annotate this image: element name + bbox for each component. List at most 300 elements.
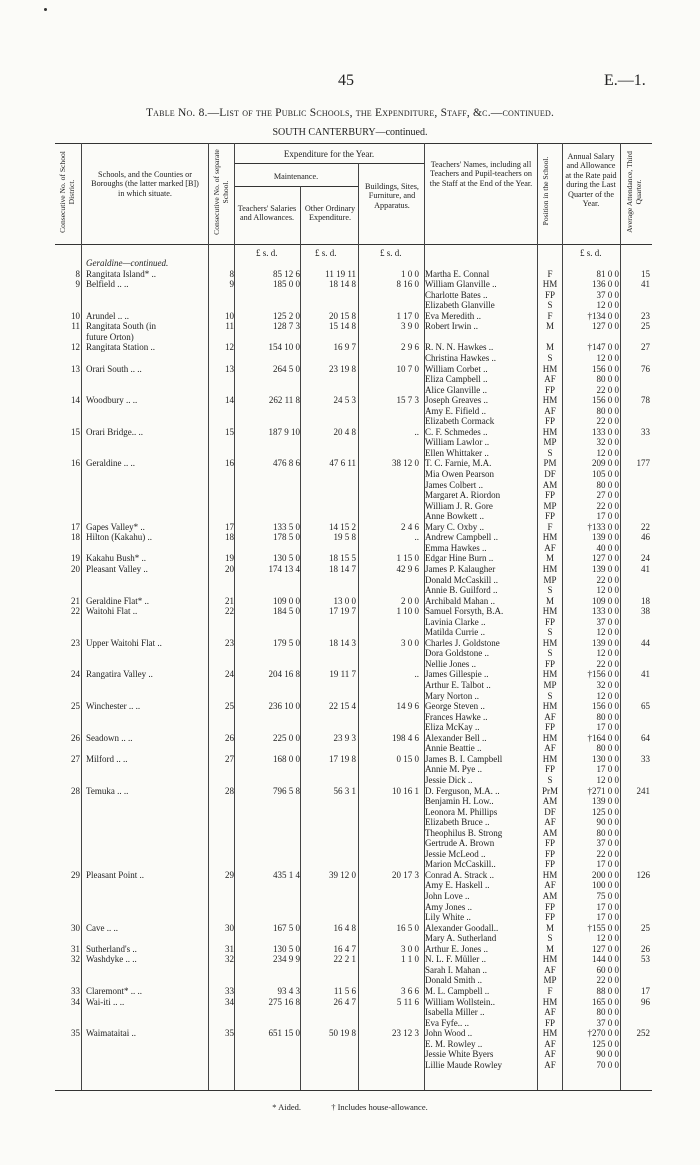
cell-other-expenditure: 22 15 4 xyxy=(329,701,356,712)
cell-school-name: Gapes Valley* .. xyxy=(86,521,145,532)
cell-salaries: 476 8 6 xyxy=(273,458,300,469)
cell-teacher-name: E. M. Rowley .. xyxy=(425,1038,483,1049)
cell-annual-salary: 136 0 0 xyxy=(592,279,619,290)
cell-school-name: Sutherland's .. xyxy=(86,943,137,954)
table-row xyxy=(0,364,700,375)
cell-school-name: Pleasant Valley .. xyxy=(86,563,148,574)
cell-annual-salary: 75 0 0 xyxy=(596,891,619,901)
table-row xyxy=(0,965,700,976)
table-row xyxy=(0,321,700,332)
cell-teacher-name: Elizabeth Cormack xyxy=(425,416,495,427)
table-row xyxy=(0,553,700,564)
cell-teacher-name: Eliza Campbell .. xyxy=(425,374,488,385)
table-row xyxy=(0,817,700,828)
table-row xyxy=(0,458,700,469)
table-row xyxy=(0,585,700,596)
header-annual: Annual Salary and Allowance at the Rate paid during the Last Quarter of the Year. xyxy=(565,152,617,209)
cell-position: FP xyxy=(544,722,555,733)
cell-annual-salary: 12 0 0 xyxy=(596,352,619,363)
cell-salaries: 234 9 9 xyxy=(273,954,300,965)
cell-school-no: 13 xyxy=(225,363,234,374)
cell-annual-salary: 22 0 0 xyxy=(596,416,619,427)
table-row xyxy=(0,332,700,343)
cell-teacher-name: C. F. Schmedes .. xyxy=(425,426,488,437)
table-row xyxy=(0,617,700,628)
table-row xyxy=(0,416,700,427)
table-row xyxy=(0,786,700,797)
cell-annual-salary: 109 0 0 xyxy=(592,595,619,606)
table-row xyxy=(0,258,700,269)
cell-teacher-name: Margaret A. Riordon xyxy=(425,490,501,501)
cell-salaries: 275 16 8 xyxy=(268,996,300,1007)
cell-teacher-name: Joseph Greaves .. xyxy=(425,395,488,406)
cell-district-no: 19 xyxy=(71,553,80,564)
cell-school-name: Kakahu Bush* .. xyxy=(86,553,146,564)
cell-annual-salary: 70 0 0 xyxy=(596,1059,619,1070)
cell-position: FP xyxy=(544,511,555,522)
cell-teacher-name: Annie M. Pye .. xyxy=(425,764,482,775)
cell-salaries: 130 5 0 xyxy=(273,553,300,564)
cell-annual-salary: 127 0 0 xyxy=(592,321,619,332)
cell-school-no: 29 xyxy=(225,869,234,880)
table-row xyxy=(0,754,700,765)
cell-other-expenditure: 24 5 3 xyxy=(333,395,356,406)
cell-annual-salary: 22 0 0 xyxy=(596,975,619,986)
cell-teacher-name: Elizabeth Glanville xyxy=(425,300,495,311)
table-row xyxy=(0,997,700,1008)
table-row xyxy=(0,501,700,512)
cell-school-name: Seadown .. .. xyxy=(86,732,133,743)
cell-salaries: 128 7 3 xyxy=(273,321,300,332)
cell-school-no: 33 xyxy=(225,985,234,996)
header-schools: Schools, and the Counties or Boroughs (the latter marked [B]) in which situate. xyxy=(91,170,199,198)
cell-teacher-name: Conrad A. Strack .. xyxy=(425,869,494,880)
table-title: Table No. 8.—List of the Public Schools, the Expenditure, Staff, &c.—continued. xyxy=(145,107,555,119)
cell-position: AM xyxy=(542,479,558,490)
cell-annual-salary: †270 0 0 xyxy=(587,1028,619,1039)
cell-school-name: Wai-iti .. .. xyxy=(86,996,125,1007)
cell-teacher-name: Dora Goldstone .. xyxy=(425,648,489,659)
units-other: £ s. d. xyxy=(315,248,337,258)
table-row xyxy=(0,522,700,533)
cell-position: AF xyxy=(544,1059,556,1070)
cell-teacher-name: George Steven .. xyxy=(425,701,485,712)
table-row xyxy=(0,1028,700,1039)
header-school-no: Consecutive No. of separate School. xyxy=(212,149,230,235)
cell-other-expenditure: 22 2 1 xyxy=(333,954,356,965)
cell-teacher-name: Anne Bowkett .. xyxy=(425,511,484,522)
cell-school-name: Arundel .. .. xyxy=(86,310,129,321)
cell-school-no: 16 xyxy=(225,458,234,469)
cell-teacher-name: Leonora M. Phillips xyxy=(425,806,498,817)
table-row xyxy=(0,1060,700,1071)
cell-attendance: 44 xyxy=(641,637,650,648)
cell-salaries: 178 5 0 xyxy=(273,532,300,543)
cell-position: FP xyxy=(544,901,555,912)
cell-position: S xyxy=(547,585,553,596)
cell-annual-salary: 12 0 0 xyxy=(596,300,619,311)
cell-annual-salary: 12 0 0 xyxy=(596,774,619,785)
cell-buildings: 8 16 0 xyxy=(396,279,419,290)
cell-position: FP xyxy=(544,384,555,395)
cell-annual-salary: 17 0 0 xyxy=(596,912,619,923)
cell-teacher-name: Alice Glanville .. xyxy=(425,384,487,395)
cell-annual-salary: 130 0 0 xyxy=(592,753,619,764)
page-reference: E.—1. xyxy=(604,72,646,89)
table-row xyxy=(0,796,700,807)
cell-district-no: 14 xyxy=(71,395,80,406)
header-teachers: Teachers' Names, including all Teachers and Pupil-teachers on the Staff at the End of the Year. xyxy=(429,160,533,188)
cell-school-name: Milford .. .. xyxy=(86,753,128,764)
cell-teacher-name: Jessie White Byers xyxy=(425,1049,494,1060)
cell-teacher-name: William Corbet .. xyxy=(425,363,488,374)
table-row xyxy=(0,437,700,448)
cell-position: HM xyxy=(542,279,558,290)
cell-teacher-name: Lily White .. xyxy=(425,912,471,923)
cell-district-no: 18 xyxy=(71,532,80,543)
cell-district-no: 16 xyxy=(71,458,80,469)
cell-annual-salary: 90 0 0 xyxy=(596,817,619,828)
cell-position: HM xyxy=(542,395,558,406)
cell-teacher-name: Lavinia Clarke .. xyxy=(425,616,486,627)
table-row xyxy=(0,395,700,406)
cell-district-no: 32 xyxy=(71,954,80,965)
cell-school-no: 11 xyxy=(225,321,234,332)
table-row xyxy=(0,680,700,691)
cell-salaries: 167 5 0 xyxy=(273,922,300,933)
cell-annual-salary: 80 0 0 xyxy=(596,479,619,490)
cell-attendance: 26 xyxy=(641,943,650,954)
cell-school-name: Orari South .. .. xyxy=(86,363,142,374)
cell-position: FP xyxy=(544,848,555,859)
cell-position: HM xyxy=(542,996,558,1007)
cell-teacher-name: Mia Owen Pearson xyxy=(425,469,494,479)
cell-school-name: Rangitata Station .. xyxy=(86,342,155,353)
cell-buildings: 3 6 6 xyxy=(401,985,419,996)
table-row xyxy=(0,596,700,607)
cell-buildings: 10 7 0 xyxy=(396,363,419,374)
table-row xyxy=(0,406,700,417)
cell-position: AF xyxy=(544,1007,556,1018)
cell-teacher-name: James B. I. Campbell xyxy=(425,753,503,764)
cell-annual-salary: †134 0 0 xyxy=(587,310,619,321)
cell-district-no: 21 xyxy=(71,595,80,606)
cell-teacher-name: William J. R. Gore xyxy=(425,500,493,511)
table-row xyxy=(0,933,700,944)
cell-other-expenditure: 16 9 7 xyxy=(333,342,356,353)
table-row xyxy=(0,659,700,670)
cell-position: FP xyxy=(544,912,555,923)
cell-salaries: 651 15 0 xyxy=(268,1028,300,1039)
cell-position: M xyxy=(545,595,554,606)
cell-school-name: Geraldine—continued. xyxy=(86,258,169,268)
cell-position: HM xyxy=(542,563,558,574)
cell-teacher-name: Charles J. Goldstone xyxy=(425,637,500,648)
header-expenditure: Expenditure for the Year. xyxy=(283,149,375,159)
cell-school-no: 14 xyxy=(225,395,234,406)
cell-position: FP xyxy=(544,658,555,669)
cell-annual-salary: †147 0 0 xyxy=(587,342,619,353)
cell-teacher-name: Amy Jones .. xyxy=(425,901,472,912)
cell-position: FP xyxy=(544,616,555,627)
cell-position: S xyxy=(547,300,553,311)
footnote-house: † Includes house-allowance. xyxy=(331,1102,428,1112)
cell-position: DF xyxy=(544,469,556,479)
cell-salaries: 262 11 8 xyxy=(268,395,300,406)
cell-annual-salary: 37 0 0 xyxy=(596,289,619,300)
cell-teacher-name: Jessie McLeod .. xyxy=(425,848,486,859)
header-attendance: Average Attendance, Third Quarter. xyxy=(625,151,643,233)
cell-buildings: 16 5 0 xyxy=(396,922,419,933)
cell-position: M xyxy=(545,321,554,332)
footnotes xyxy=(0,1102,700,1112)
cell-buildings: 1 17 0 xyxy=(396,310,419,321)
cell-school-no: 34 xyxy=(225,996,234,1007)
cell-other-expenditure: 17 19 8 xyxy=(329,753,356,764)
cell-annual-salary: 12 0 0 xyxy=(596,627,619,638)
cell-district-no: 12 xyxy=(71,342,80,353)
cell-salaries: 184 5 0 xyxy=(273,606,300,617)
cell-salaries: 179 5 0 xyxy=(273,637,300,648)
cell-teacher-name: Theophilus B. Strong xyxy=(425,827,503,838)
cell-school-name: Waitohi Flat .. xyxy=(86,606,138,617)
cell-school-name: Temuka .. .. xyxy=(86,785,129,796)
cell-position: AF xyxy=(544,405,556,416)
cell-salaries: 93 4 3 xyxy=(277,985,300,996)
cell-other-expenditure: 15 14 8 xyxy=(329,321,356,332)
cell-attendance: 22 xyxy=(641,521,650,532)
table-row xyxy=(0,648,700,659)
table-bottom-rule xyxy=(55,1090,652,1091)
table-row xyxy=(0,733,700,744)
cell-annual-salary: 37 0 0 xyxy=(596,1017,619,1028)
cell-school-no: 35 xyxy=(225,1028,234,1039)
cell-district-no: 23 xyxy=(71,637,80,648)
cell-position: S xyxy=(547,933,553,944)
cell-position: AF xyxy=(544,964,556,975)
cell-school-name: Orari Bridge.. .. xyxy=(86,426,143,437)
table-row xyxy=(0,627,700,638)
cell-school-name: Geraldine Flat* .. xyxy=(86,595,149,606)
cell-school-name: Rangatira Valley .. xyxy=(86,669,153,680)
cell-buildings: 2 0 0 xyxy=(401,595,419,606)
cell-buildings: .. xyxy=(414,426,419,437)
table-row xyxy=(0,691,700,702)
table-row xyxy=(0,669,700,680)
cell-buildings: 42 9 6 xyxy=(396,563,419,574)
cell-annual-salary: 127 0 0 xyxy=(592,553,619,564)
cell-annual-salary: 156 0 0 xyxy=(592,363,619,374)
cell-district-no: 13 xyxy=(71,363,80,374)
cell-annual-salary: 100 0 0 xyxy=(592,880,619,891)
cell-school-no: 25 xyxy=(225,701,234,712)
cell-teacher-name: Charlotte Bates .. xyxy=(425,289,488,300)
cell-annual-salary: †156 0 0 xyxy=(587,669,619,680)
cell-other-expenditure: 13 0 0 xyxy=(333,595,356,606)
cell-buildings: 0 15 0 xyxy=(396,753,419,764)
cell-annual-salary: 12 0 0 xyxy=(596,447,619,458)
cell-other-expenditure: 16 4 7 xyxy=(333,943,356,954)
cell-attendance: 17 xyxy=(641,985,650,996)
table-row xyxy=(0,342,700,353)
cell-school-no: 27 xyxy=(225,753,234,764)
table-row xyxy=(0,807,700,818)
cell-school-name: Winchester .. .. xyxy=(86,701,141,712)
cell-buildings: 2 4 6 xyxy=(401,521,419,532)
cell-buildings: 1 10 0 xyxy=(396,606,419,617)
table-row xyxy=(0,828,700,839)
cell-position: F xyxy=(547,521,553,532)
cell-teacher-name: Matilda Currie .. xyxy=(425,627,485,638)
units-annual: £ s. d. xyxy=(580,248,602,258)
table-row xyxy=(0,575,700,586)
page-number: 45 xyxy=(338,72,354,89)
cell-annual-salary: 12 0 0 xyxy=(596,648,619,659)
cell-buildings: 2 9 6 xyxy=(401,342,419,353)
cell-position: HM xyxy=(542,426,558,437)
cell-district-no: 24 xyxy=(71,669,80,680)
cell-buildings: 10 16 1 xyxy=(392,785,419,796)
cell-annual-salary: 17 0 0 xyxy=(596,722,619,733)
cell-attendance: 25 xyxy=(641,321,650,332)
cell-teacher-name: Amy E. Haskell .. xyxy=(425,880,490,891)
cell-school-no: 19 xyxy=(225,553,234,564)
cell-annual-salary: 32 0 0 xyxy=(596,437,619,448)
cell-other-expenditure: 11 5 6 xyxy=(333,985,356,996)
cell-position: AF xyxy=(544,542,556,553)
cell-attendance: 41 xyxy=(641,669,650,680)
cell-salaries: 133 5 0 xyxy=(273,521,300,532)
cell-position: S xyxy=(547,690,553,701)
table-row xyxy=(0,954,700,965)
cell-school-no: 17 xyxy=(225,521,234,532)
header-buildings: Buildings, Sites, Furniture, and Apparatus. xyxy=(365,182,419,210)
table-row xyxy=(0,469,700,480)
expenditure-rule xyxy=(234,163,424,164)
cell-attendance: 24 xyxy=(641,553,650,564)
table-row xyxy=(0,532,700,543)
cell-school-no: 18 xyxy=(225,532,234,543)
cell-salaries: 187 9 10 xyxy=(268,426,300,437)
cell-annual-salary: 90 0 0 xyxy=(596,1049,619,1060)
cell-teacher-name: Annie Beattie .. xyxy=(425,743,482,754)
cell-school-no: 15 xyxy=(225,426,234,437)
table-row xyxy=(0,290,700,301)
cell-annual-salary: 22 0 0 xyxy=(596,848,619,859)
cell-annual-salary: †133 0 0 xyxy=(587,521,619,532)
cell-teacher-name: Jessie Dick .. xyxy=(425,774,473,785)
cell-teacher-name: Edgar Hine Burn .. xyxy=(425,553,494,564)
print-speck xyxy=(44,8,47,11)
cell-salaries: 174 13 4 xyxy=(268,563,300,574)
cell-teacher-name: James P. Kalaugher xyxy=(425,563,496,574)
units-buildings: £ s. d. xyxy=(380,248,402,258)
table-row xyxy=(0,764,700,775)
cell-position: HM xyxy=(542,532,558,543)
cell-district-no: 9 xyxy=(75,279,80,290)
cell-other-expenditure: 56 3 1 xyxy=(333,785,356,796)
cell-district-no: 26 xyxy=(71,732,80,743)
cell-school-name: Rangitata South (in xyxy=(86,321,156,332)
cell-position: HM xyxy=(542,869,558,880)
cell-attendance: 241 xyxy=(636,785,650,796)
cell-annual-salary: 125 0 0 xyxy=(592,1038,619,1049)
cell-position: MP xyxy=(543,500,557,511)
cell-other-expenditure: 16 4 8 xyxy=(333,922,356,933)
cell-teacher-name: Marion McCaskill.. xyxy=(425,859,496,870)
cell-position: HM xyxy=(542,363,558,374)
cell-position: M xyxy=(545,943,554,954)
cell-other-expenditure: 18 14 8 xyxy=(329,279,356,290)
cell-position: F xyxy=(547,268,553,279)
cell-buildings: 1 1 0 xyxy=(401,954,419,965)
cell-other-expenditure: 23 19 8 xyxy=(329,363,356,374)
cell-annual-salary: 80 0 0 xyxy=(596,711,619,722)
cell-district-no: 25 xyxy=(71,701,80,712)
cell-teacher-name: Alexander Goodall.. xyxy=(425,922,499,933)
cell-school-name: Pleasant Point .. xyxy=(86,869,144,880)
cell-salaries: 264 5 0 xyxy=(273,363,300,374)
cell-annual-salary: 133 0 0 xyxy=(592,606,619,617)
cell-position: M xyxy=(545,553,554,564)
cell-position: F xyxy=(547,310,553,321)
cell-district-no: 35 xyxy=(71,1028,80,1039)
cell-other-expenditure: 11 19 11 xyxy=(325,268,356,279)
cell-teacher-name: T. C. Farnie, M.A. xyxy=(425,458,492,469)
cell-annual-salary: †164 0 0 xyxy=(587,732,619,743)
cell-other-expenditure: 18 14 7 xyxy=(329,563,356,574)
table-row xyxy=(0,944,700,955)
cell-teacher-name: William Lawlor .. xyxy=(425,437,490,448)
cell-attendance: 252 xyxy=(636,1028,650,1039)
table-row xyxy=(0,912,700,923)
cell-teacher-name: Alexander Bell .. xyxy=(425,732,487,743)
cell-school-name: Upper Waitohi Flat .. xyxy=(86,637,162,648)
cell-attendance: 41 xyxy=(641,279,650,290)
cell-school-no: 21 xyxy=(225,595,234,606)
cell-attendance: 25 xyxy=(641,922,650,933)
cell-annual-salary: 80 0 0 xyxy=(596,405,619,416)
table-row xyxy=(0,427,700,438)
cell-salaries: 168 0 0 xyxy=(273,753,300,764)
cell-attendance: 38 xyxy=(641,606,650,617)
cell-teacher-name: Benjamin H. Low.. xyxy=(425,796,494,807)
cell-school-name: Rangitata Island* .. xyxy=(86,268,156,279)
cell-teacher-name: N. L. F. Müller .. xyxy=(425,954,487,965)
cell-position: F xyxy=(547,985,553,996)
cell-annual-salary: †271 0 0 xyxy=(587,785,619,796)
cell-district-no: 31 xyxy=(71,943,80,954)
cell-salaries: 236 10 0 xyxy=(268,701,300,712)
cell-position: MP xyxy=(543,680,557,690)
table-row xyxy=(0,385,700,396)
cell-position: AM xyxy=(542,796,558,807)
table-row xyxy=(0,480,700,491)
cell-other-expenditure: 20 4 8 xyxy=(333,426,356,437)
cell-position: S xyxy=(547,648,553,659)
cell-attendance: 96 xyxy=(641,996,650,1007)
cell-position: HM xyxy=(542,701,558,712)
table-row xyxy=(0,975,700,986)
cell-annual-salary: 81 0 0 xyxy=(596,268,619,279)
cell-position: PM xyxy=(543,458,557,469)
cell-buildings: 20 17 3 xyxy=(392,869,419,880)
cell-school-name: Hilton (Kakahu) .. xyxy=(86,532,152,543)
cell-teacher-name: Eva Meredith .. xyxy=(425,310,481,321)
cell-attendance: 33 xyxy=(641,426,650,437)
cell-annual-salary: 17 0 0 xyxy=(596,901,619,912)
cell-position: AM xyxy=(542,827,558,838)
